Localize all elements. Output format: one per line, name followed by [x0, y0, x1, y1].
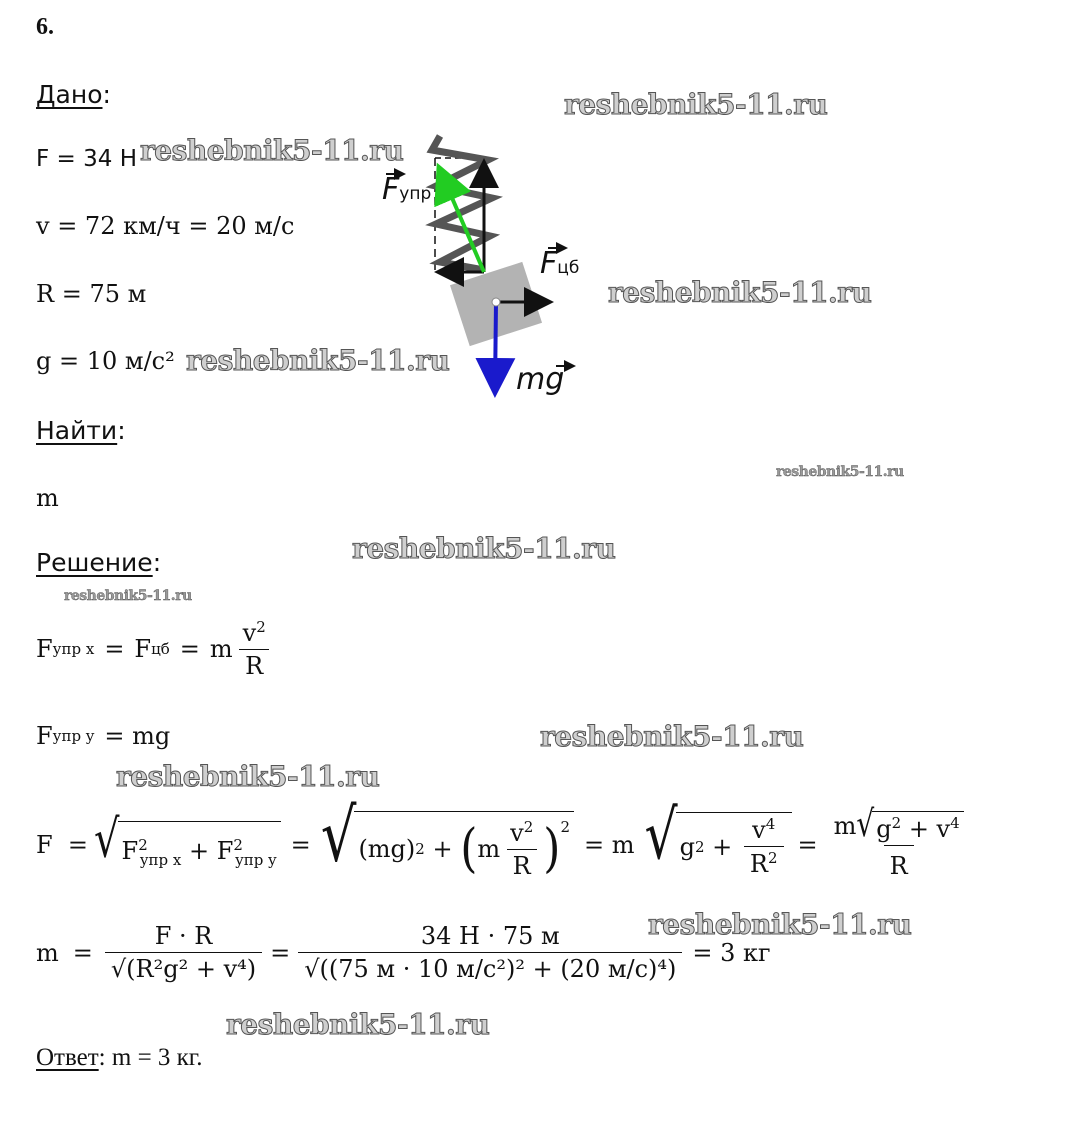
watermark: reshebnik5-11.ru — [116, 760, 380, 793]
watermark: reshebnik5-11.ru — [226, 1008, 490, 1041]
watermark: reshebnik5-11.ru — [64, 588, 192, 604]
label-f-cb-letter: F — [540, 246, 558, 281]
watermark: reshebnik5-11.ru — [608, 276, 872, 309]
eq1-mid: F — [134, 635, 152, 663]
eq1-mid-sub: цб — [151, 640, 170, 658]
given-heading-text: Дано — [36, 80, 103, 109]
label-f-cb-sub: цб — [557, 258, 580, 278]
equation-1: F упр x = F цб = m $\frac{v^2}{R}$ — [36, 618, 276, 680]
equation-3: F = √ $F^2_{упр x} + F^2_{упр y}$ = √ (mg) 2 + ( m $\frac{v^2}{R}$ ) $^2$ = m √ g 2 + $\frac{v^4}{R^2}$ = m √ $g^2 + v^4$ R — [36, 800, 974, 890]
eq4-lhs: m — [36, 938, 59, 967]
eq4-num2: 34 Н · 75 м — [420, 922, 560, 950]
problem-number: 6. — [36, 14, 54, 40]
eq2-lhs: F — [36, 722, 53, 750]
eq1-num-sup: 2 — [256, 618, 266, 636]
eq1-m: m — [209, 635, 233, 663]
given-line-velocity: v = 72 км/ч = 20 м/с — [36, 212, 295, 240]
watermark: reshebnik5-11.ru — [540, 720, 804, 753]
eq2-lhs-sub: упр y — [52, 727, 95, 745]
solution-heading-text: Решение — [36, 548, 153, 577]
eq1-num: v — [242, 619, 257, 647]
find-heading-text: Найти — [36, 416, 118, 445]
answer-label: Ответ — [36, 1044, 99, 1071]
eq4-result: = 3 кг — [692, 938, 771, 967]
watermark: reshebnik5-11.ru — [564, 88, 828, 121]
given-line-gravity: g = 10 м/с² — [36, 347, 175, 375]
given-heading-colon: : — [102, 80, 111, 109]
find-value: m — [36, 484, 59, 512]
eq1-lhs-sub: упр x — [52, 640, 95, 658]
label-f-upr — [382, 172, 431, 207]
eq1-lhs: F — [36, 635, 53, 663]
watermark: reshebnik5-11.ru — [352, 532, 616, 565]
label-mg: mg — [516, 362, 565, 397]
given-line-radius: R = 75 м — [36, 280, 147, 308]
block-center-point — [492, 298, 500, 306]
label-f-upr-sub: упр — [399, 184, 432, 204]
given-line-force: F = 34 Н — [36, 146, 137, 172]
solution-heading-colon: : — [152, 548, 162, 577]
watermark: reshebnik5-11.ru — [186, 344, 450, 377]
eq4-den1: √(R²g² + v⁴) — [105, 952, 262, 983]
eq2-rhs: = mg — [104, 722, 171, 750]
eq1-den: R — [239, 649, 269, 680]
watermark: reshebnik5-11.ru — [140, 134, 404, 167]
watermark: reshebnik5-11.ru — [648, 908, 912, 941]
answer-text: : m = 3 кг. — [98, 1044, 203, 1071]
watermark: reshebnik5-11.ru — [776, 464, 904, 480]
label-f-upr-letter: F — [382, 172, 400, 207]
equation-4: m = $\frac{F \cdot R}{\text{√(R²g² + v⁴)}}$ = $\frac{34 Н \cdot 75 м}{\text{√((75 м · 10 м/с²)² + (20 м/с)⁴)}}$ = 3 кг — [36, 922, 771, 983]
find-heading-colon: : — [117, 416, 126, 445]
eq4-den2: √((75 м · 10 м/с²)² + (20 м/с)⁴) — [298, 952, 682, 983]
label-f-cb — [540, 246, 579, 281]
gravity-arrow — [495, 302, 496, 390]
eq4-num1: F · R — [154, 922, 213, 950]
